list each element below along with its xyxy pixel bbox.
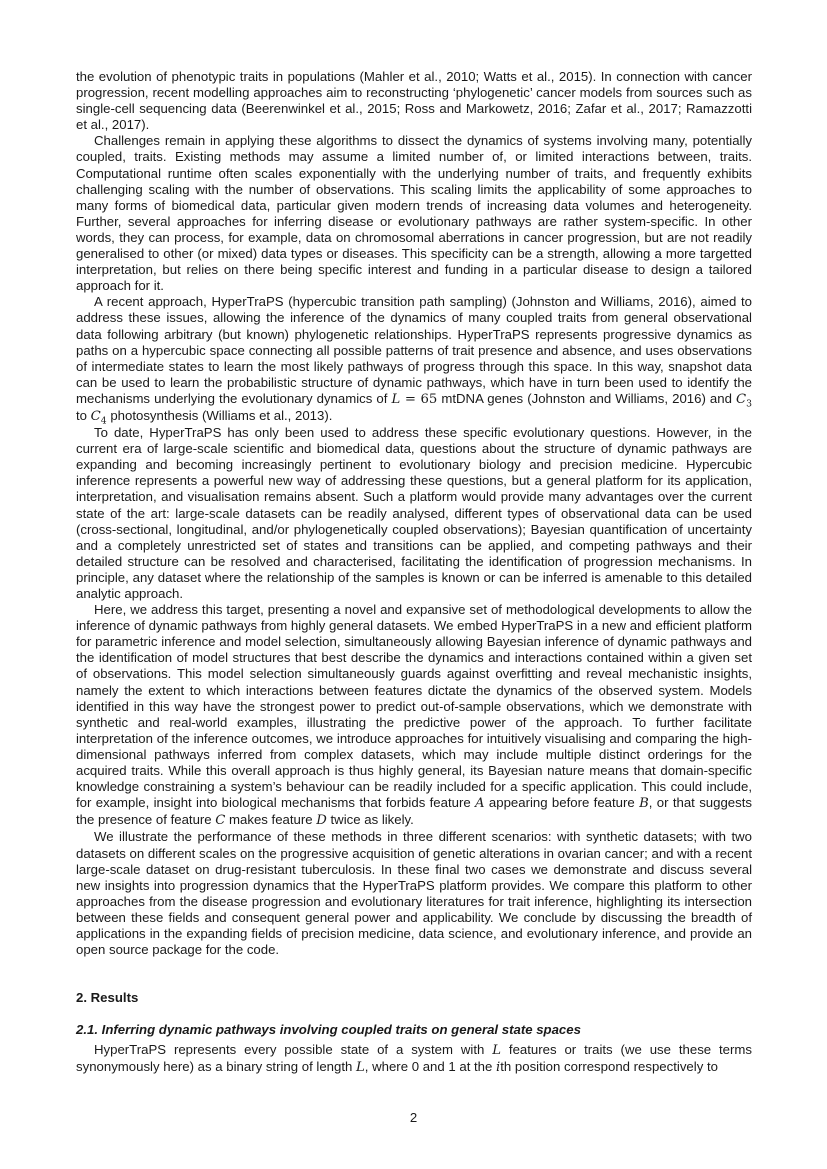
- paragraph-text: HyperTraPS represents every possible state of a system with: [94, 1042, 493, 1058]
- paragraph-challenges: [76, 133, 752, 294]
- paragraph-text: photosynthesis (Williams et al., 2013).: [106, 407, 333, 423]
- paragraph-text: , or that suggests the presence of feature: [76, 795, 752, 828]
- math-i: i: [496, 1060, 501, 1076]
- paragraph-continuation: [76, 69, 752, 133]
- math-65: 65: [420, 391, 438, 407]
- paragraph-text: th position correspond respectively to: [500, 1059, 718, 1075]
- body-text: [76, 69, 752, 1077]
- paragraph-text: Challenges remain in applying these algorithms to dissect the dynamics of systems involving many, potentially coupled, traits. Existing methods may assume a limited number of, or limited interactions between, traits. Computational runtime often scales exponentially with the underlying number of traits, and frequently exhibits challenging scaling with the number of observations. This scaling limits the applicability of some approaches to many forms of biomedical data, particular given modern trends of increasing data volumes and heterogeneity. Further, several approaches for inferring disease or evolutionary pathways are rather system-specific. In other words, they can process, for example, data on chromosomal aberrations in cancer progression, but are not readily generalised to other (or mixed) data types or diseases. This specificity can be a strength, allowing a more targetted interpretation, but relies on there being specific interest and funding in a particular disease to design a tailored approach for it.: [76, 133, 752, 294]
- math-L: L: [391, 391, 401, 407]
- math-L: L: [492, 1043, 501, 1059]
- paragraph-text: features or traits (we use these terms synonymously here) as a binary string of length: [76, 1042, 752, 1075]
- paragraph-text: makes feature: [225, 812, 317, 828]
- paragraph-text: To date, HyperTraPS has only been used to address these specific evolutionary questions. However, in the current era of large-scale scientific and biomedical data, questions about the structure of dynamic pathways are expanding and becoming increasingly pertinent to evolutionary biology and precision medicine. Hypercubic inference represents a powerful new way of addressing these questions, but a general platform for its application, interpretation, and visualisation remains absent. Such a platform would provide many advantages over the current state of the art: large-scale datasets can be readily analysed, different types of observational data can be used (cross-sectional, longitudinal, and/or phylogenetically coupled observations); Bayesian quantification of uncertainty and a completely unrestricted set of states and transitions can be applied, and competing pathways and their detailed structure can be resolved and characterised, facilitating the identification of progression mechanisms. In principle, any dataset where the relationship of the samples is known or can be inferred is amenable to this detailed analytic approach.: [76, 425, 752, 601]
- math-subscript-4: 4: [100, 415, 107, 427]
- paragraph-we-illustrate: [76, 829, 752, 958]
- paragraph-text: We illustrate the performance of these methods in three different scenarios: with synthetic datasets; with two datasets on different scales on the progressive acquisition of genetic alterations in ovarian cancer; and with a recent large-scale dataset on drug-resistant tuberculosis. In these final two cases we demonstrate and discuss several new insights into progression dynamics that the HyperTraPS platform provides. We compare this platform to other approaches from the disease progression and evolutionary literatures for trait inference, highlighting its intersection between these fields and consequent general power and applicability. We conclude by discussing the breadth of applications in the expanding fields of precision medicine, data science, and evolutionary inference, and provide an open source package for the code.: [76, 829, 752, 958]
- paragraph-to-date: [76, 425, 752, 602]
- paragraph-text: the evolution of phenotypic traits in populations (Mahler et al., 2010; Watts et al., 2015). In connection with cancer progression, recent modelling approaches aim to reconstructing ‘phylogenetic’ cancer models from sources such as single-cell sequencing data (Beerenwinkel et al., 2015; Ross and Markowetz, 2016; Zafar et al., 2017; Ramazzotti et al., 2017).: [76, 69, 752, 133]
- paragraph-text: twice as likely.: [326, 812, 414, 828]
- math-equals: =: [400, 391, 421, 407]
- paragraph-hypertraps-intro: [76, 294, 752, 425]
- paragraph-text: Here, we address this target, presenting a novel and expansive set of methodological developments to allow the inference of dynamic pathways from highly general datasets. We embed HyperTraPS in a new and efficient platform for parametric inference and model selection, simultaneously allowing Bayesian inference of dynamic pathways and the identification of model structures that best describe the dynamics and interactions contained within a given set of observations. This model selection simultaneously guards against overfitting and reveal mechanistic insights, namely the extent to which interactions between features dictate the dynamics of the observed system. Models identified in this way have the strongest power to predict out-of-sample observations, which we demonstrate with synthetic and real-world examples, illustrating the predictive power of the approach. To further facilitate interpretation of the inference outcomes, we introduce approaches for intuitively visualising and comparing the high-dimensional pathways inferred from complex datasets, which may include multiple distinct orderings for the acquired traits. While this overall approach is thus highly general, its Bayesian nature means that domain-specific knowledge constraining a system’s behaviour can be readily included for a specific application. This could include, for example, insight into biological mechanisms that forbids feature: [76, 602, 752, 811]
- paragraph-here-we-address: [76, 602, 752, 829]
- math-B: B: [639, 796, 649, 812]
- math-C: C: [90, 408, 101, 424]
- page-number: 2: [409, 1110, 418, 1125]
- math-C-feature: C: [215, 813, 226, 829]
- paragraph-representation: [76, 1042, 752, 1076]
- math-D: D: [316, 813, 327, 829]
- paragraph-text: A recent approach, HyperTraPS (hypercubic transition path sampling) (Johnston and Williams, 2016), aimed to address these issues, allowing the inference of the dynamics of many coupled traits from general observational data following arbitrary (but known) phylogenetic relationships. HyperTraPS represents progressive dynamics as paths on a hypercubic space connecting all possible patterns of trait presence and absence, and uses observations of intermediate states to learn the most likely pathways of progress through this space. In this way, snapshot data can be used to learn the probabilistic structure of dynamic pathways, which have in turn been used to identify the mechanisms underlying the evolutionary dynamics of: [76, 294, 752, 406]
- math-C: C: [736, 391, 747, 407]
- math-A: A: [475, 796, 485, 812]
- paragraph-text: appearing before feature: [484, 795, 640, 811]
- subsection-heading: 2.1. Inferring dynamic pathways involving coupled traits on general state spaces: [76, 1022, 581, 1038]
- math-subscript-3: 3: [746, 398, 752, 410]
- section-heading: 2. Results: [76, 990, 139, 1006]
- paragraph-text: mtDNA genes (Johnston and Williams, 2016) and: [437, 390, 737, 406]
- math-L: L: [356, 1060, 365, 1076]
- paragraph-text: to: [76, 407, 91, 423]
- paragraph-text: , where 0 and 1 at the: [364, 1059, 497, 1075]
